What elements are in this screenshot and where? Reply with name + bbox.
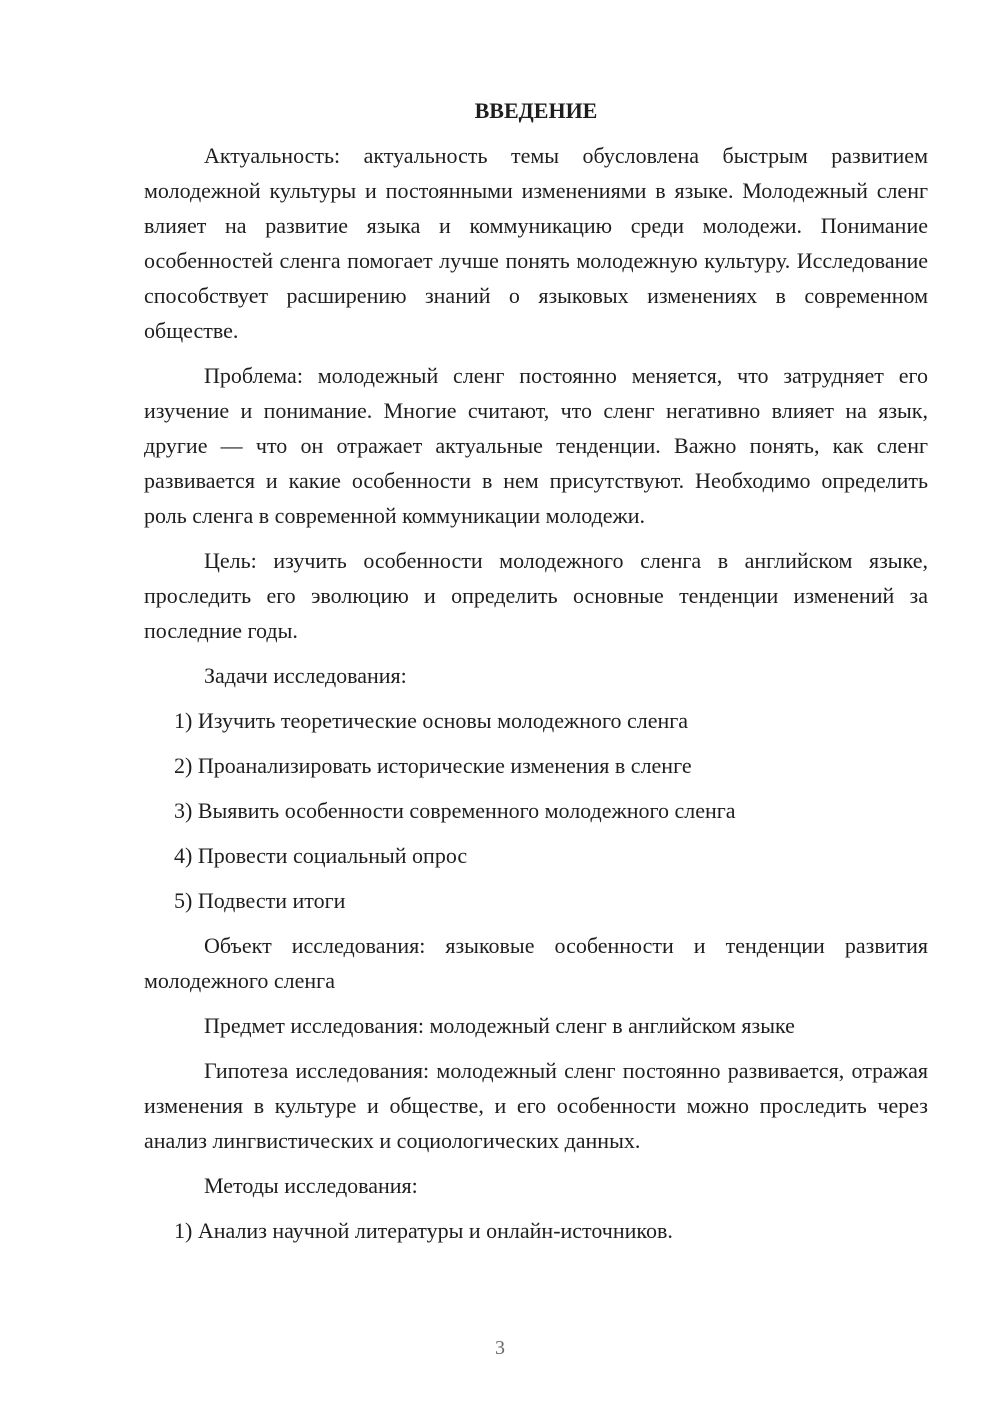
subject-paragraph: Предмет исследования: молодежный сленг в английском языке — [204, 1013, 795, 1038]
task-item-5: 5) Подвести итоги — [174, 888, 346, 913]
task-item-4: 4) Провести социальный опрос — [174, 843, 468, 868]
problem-paragraph: Проблема: молодежный сленг постоянно меняется, что затрудняет его изучение и понимание. Многие считают, что сленг негативно влияет на язык, другие — что он отражает актуальные тенденции. Важно понять, как сленг развивается и какие особенности в нем присутствуют. Необходимо определить роль сленга в современной коммуникации молодежи. — [144, 363, 928, 528]
hypothesis-paragraph: Гипотеза исследования: молодежный сленг постоянно развивается, отражая изменения в культуре и обществе, и его особенности можно проследить через анализ лингвистических и социологических данных. — [144, 1058, 928, 1153]
relevance-paragraph: Актуальность: актуальность темы обусловлена быстрым развитием молодежной культуры и постоянными изменениями в языке. Молодежный сленг влияет на развитие языка и коммуникацию среди молодежи. Понимание особенностей сленга помогает лучше понять молодежную культуру. Исследование способствует расширению знаний о языковых изменениях в современном обществе. — [144, 143, 928, 343]
section-title: ВВЕДЕНИЕ — [474, 98, 598, 123]
method-item-1: 1) Анализ научной литературы и онлайн-источников. — [174, 1218, 673, 1243]
goal-paragraph: Цель: изучить особенности молодежного сленга в английском языке, проследить его эволюцию и определить основные тенденции изменений за последние годы. — [144, 548, 928, 643]
page-number: 3 — [495, 1337, 505, 1359]
object-paragraph: Объект исследования: языковые особенности и тенденции развития молодежного сленга — [144, 933, 928, 993]
page-content — [144, 94, 928, 1258]
task-item-3: 3) Выявить особенности современного молодежного сленга — [174, 798, 736, 823]
methods-heading: Методы исследования: — [204, 1173, 418, 1198]
task-item-2: 2) Проанализировать исторические изменения в сленге — [174, 753, 692, 778]
task-item-1: 1) Изучить теоретические основы молодежного сленга — [174, 708, 689, 733]
tasks-heading: Задачи исследования: — [204, 663, 407, 688]
